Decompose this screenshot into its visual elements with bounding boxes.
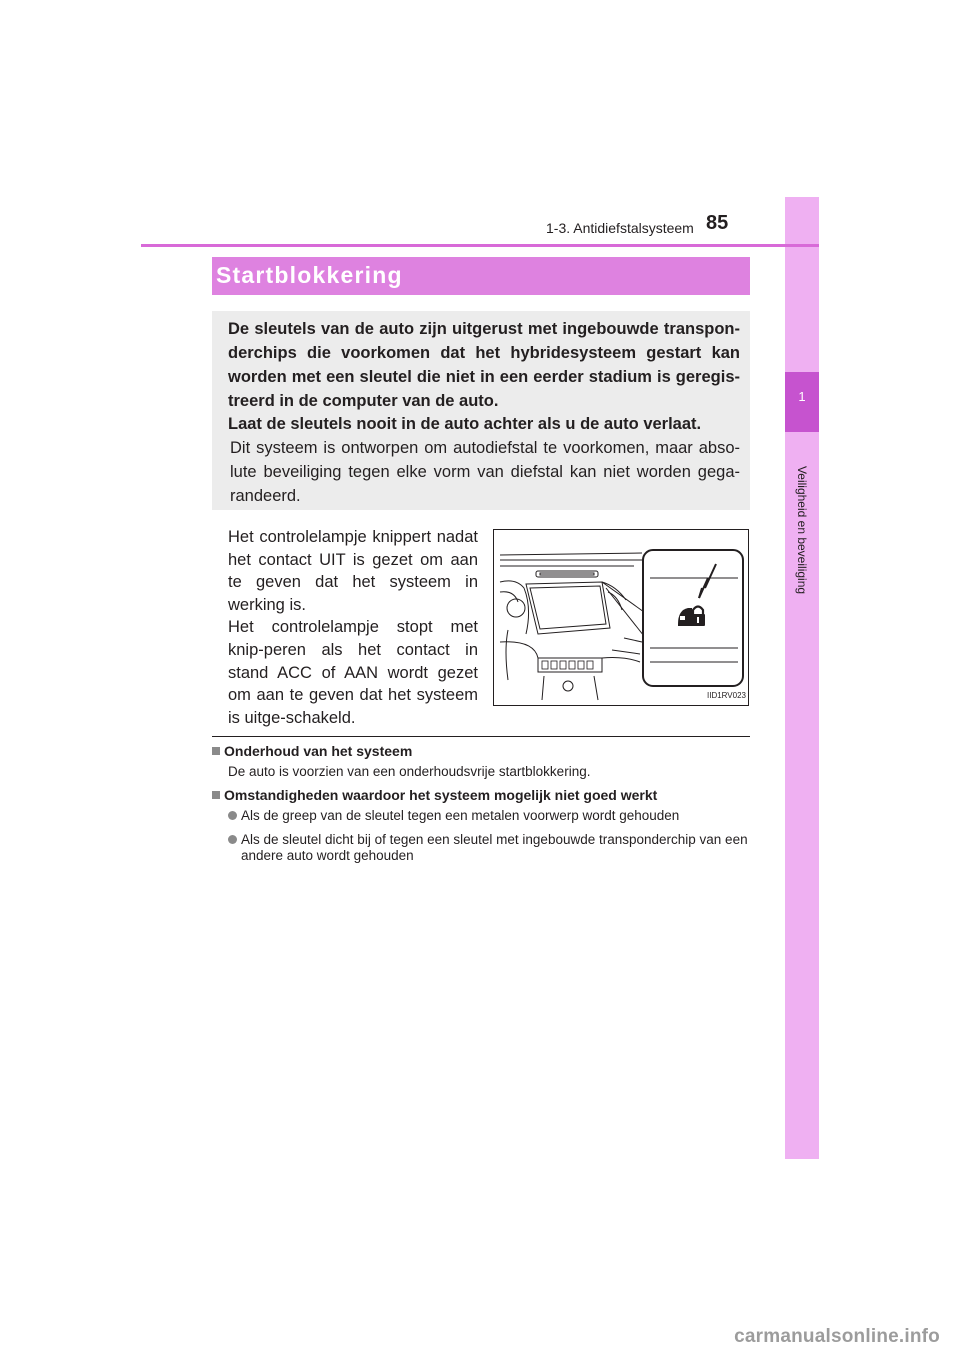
list-item: Als de greep van de sleutel tegen een metalen voorwerp wordt gehouden [228,808,750,824]
dashboard-figure [493,529,749,706]
header-divider [141,244,819,247]
bullet-dot-icon [228,811,237,820]
note-heading-maintenance: Onderhoud van het systeem [212,743,412,759]
intro-bold-paragraph: De sleutels van de auto zijn uitgerust met ingebouwde transpon-derchips die voorkomen dat het hybridesysteem gestart kan worden met een sleutel die niet in een eerder stadium is geregis-treerd in de computer van de auto. [228,320,740,410]
notes-divider [212,736,750,737]
square-bullet-icon [212,747,220,755]
bullet-dot-icon [228,835,237,844]
dashboard-illustration [494,530,749,706]
intro-note: Dit systeem is ontworpen om autodiefstal te voorkomen, maar abso-lute beveiliging tegen elke vorm van diefstal kan niet worden gega-randeerd. [230,439,740,505]
body-paragraph-2: Het controlelampje stopt met knip-peren als het contact in stand ACC of AAN wordt gezet om aan te geven dat het systeem is uitge-schakeld. [228,618,478,727]
list-item: Als de sleutel dicht bij of tegen een sleutel met ingebouwde transponderchip van een andere auto wordt gehouden [228,832,750,864]
body-paragraph-1: Het controlelampje knippert nadat het contact UIT is gezet om aan te geven dat het systeem in werking is. [228,528,478,614]
chapter-number: 1 [798,389,806,404]
page-number: 85 [706,212,729,234]
note-text-maintenance: De auto is voorzien van een onderhoudsvrije startblokkering. [228,764,591,779]
footer-watermark: carmanualsonline.info [734,1326,940,1347]
body-text [228,526,478,729]
chapter-side-tab [785,197,819,1159]
intro-warning: Laat de sleutels nooit in de auto achter als u de auto verlaat. [228,415,702,433]
note-heading-conditions: Omstandigheden waardoor het systeem mogelijk niet goed werkt [212,787,657,803]
section-label: 1-3. Antidiefstalsysteem [546,220,694,236]
square-bullet-icon [212,791,220,799]
figure-code: IID1RV023 [707,691,746,700]
page-title: Startblokkering [216,262,403,288]
chapter-title: Veiligheid en beveiliging [795,465,809,595]
